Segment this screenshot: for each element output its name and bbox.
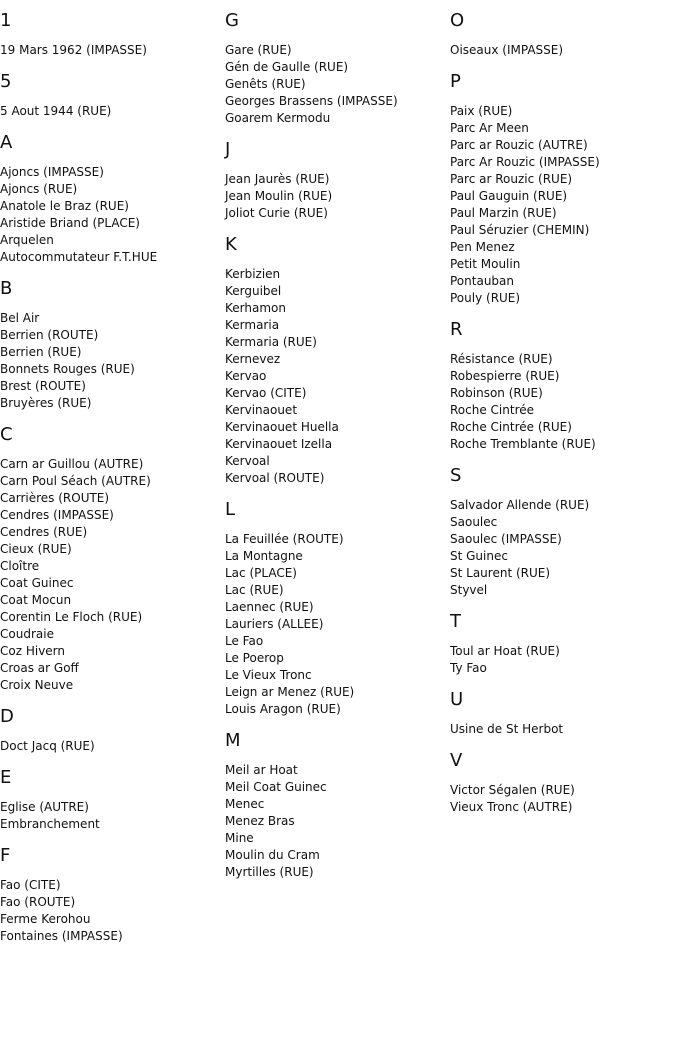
street-name: Fontaines (IMPASSE): [0, 929, 123, 943]
street-name: Robinson (RUE): [450, 386, 543, 400]
street-name: Saoulec: [450, 515, 498, 529]
street-name: Fao (ROUTE): [0, 895, 76, 909]
street-name: Robespierre (RUE): [450, 369, 560, 383]
street-name: Corentin Le Floch (RUE): [0, 610, 143, 624]
street-name: Joliot Curie (RUE): [225, 206, 328, 220]
street-name: Berrien (RUE): [0, 345, 82, 359]
street-list: [0, 42, 222, 59]
letter-group: [450, 71, 672, 307]
street-name: Kermaria: [225, 318, 280, 332]
group-letter-heading: K: [225, 234, 237, 255]
street-name: Gén de Gaulle (RUE): [225, 60, 349, 74]
street-index-column-3: [450, 10, 672, 828]
street-list: [0, 103, 222, 120]
street-name: Embranchement: [0, 817, 100, 831]
group-letter-heading: J: [225, 139, 231, 160]
group-letter-heading: O: [450, 10, 465, 31]
street-name: Coat Mocun: [0, 593, 72, 607]
street-name: La Feuillée (ROUTE): [225, 532, 344, 546]
street-name: Paul Séruzier (CHEMIN): [450, 223, 590, 237]
street-name: Carrières (ROUTE): [0, 491, 110, 505]
street-name: Anatole le Braz (RUE): [0, 199, 129, 213]
letter-group: [450, 750, 672, 816]
letter-group: [0, 278, 222, 412]
street-list: [225, 762, 447, 881]
letter-group: [0, 424, 222, 694]
street-index-column-1: [0, 10, 222, 957]
street-name: Menez Bras: [225, 814, 295, 828]
street-name: Cloître: [0, 559, 40, 573]
letter-group: [450, 465, 672, 599]
street-list: [225, 266, 447, 487]
street-list: [450, 103, 672, 307]
street-name: Croas ar Goff: [0, 661, 79, 675]
street-name: Coat Guinec: [0, 576, 74, 590]
street-name: Styvel: [450, 583, 488, 597]
street-name: Laennec (RUE): [225, 600, 314, 614]
street-name: Louis Aragon (RUE): [225, 702, 341, 716]
street-name: Eglise (AUTRE): [0, 800, 89, 814]
street-name: Meil Coat Guinec: [225, 780, 327, 794]
street-name: Parc Ar Rouzic (IMPASSE): [450, 155, 600, 169]
street-name: Ferme Kerohou: [0, 912, 91, 926]
street-list: [0, 738, 222, 755]
street-name: Leign ar Menez (RUE): [225, 685, 355, 699]
street-name: 5 Aout 1944 (RUE): [0, 104, 112, 118]
street-name: Genêts (RUE): [225, 77, 306, 91]
street-name: Usine de St Herbot: [450, 722, 564, 736]
street-name: La Montagne: [225, 549, 303, 563]
street-name: 19 Mars 1962 (IMPASSE): [0, 43, 147, 57]
street-name: Salvador Allende (RUE): [450, 498, 590, 512]
street-name: Cendres (RUE): [0, 525, 88, 539]
letter-group: [0, 767, 222, 833]
letter-group: [450, 10, 672, 59]
street-name: Arquelen: [0, 233, 54, 247]
group-letter-heading: V: [450, 750, 463, 771]
letter-group: [225, 139, 447, 222]
street-name: Pontauban: [450, 274, 514, 288]
street-name: Kervoal (ROUTE): [225, 471, 325, 485]
street-name: Paix (RUE): [450, 104, 513, 118]
letter-group: [0, 10, 222, 59]
street-list: [0, 799, 222, 833]
street-name: Ty Fao: [450, 661, 487, 675]
group-letter-heading: L: [225, 499, 236, 520]
street-list: [450, 497, 672, 599]
street-name: Pouly (RUE): [450, 291, 521, 305]
street-name: Georges Brassens (IMPASSE): [225, 94, 398, 108]
street-name: Roche Tremblante (RUE): [450, 437, 596, 451]
street-name: Autocommutateur F.T.HUE: [0, 250, 158, 264]
group-letter-heading: M: [225, 730, 241, 751]
street-name: Kervoal: [225, 454, 270, 468]
street-name: Coz Hivern: [0, 644, 66, 658]
street-name: Coudraie: [0, 627, 54, 641]
street-index-column-2: [225, 10, 447, 893]
street-name: Kervinaouet Huella: [225, 420, 339, 434]
street-name: Bruyères (RUE): [0, 396, 92, 410]
street-name: Goarem Kermodu: [225, 111, 331, 125]
street-name: Kerhamon: [225, 301, 286, 315]
street-name: Le Poerop: [225, 651, 284, 665]
street-name: Moulin du Cram: [225, 848, 320, 862]
street-name: Roche Cintrée (RUE): [450, 420, 572, 434]
letter-group: [0, 706, 222, 755]
street-name: Ajoncs (RUE): [0, 182, 78, 196]
street-name: Bel Air: [0, 311, 40, 325]
street-name: Bonnets Rouges (RUE): [0, 362, 135, 376]
street-name: Kerguibel: [225, 284, 282, 298]
street-name: St Laurent (RUE): [450, 566, 551, 580]
group-letter-heading: U: [450, 689, 464, 710]
street-name: Kervinaouet Izella: [225, 437, 333, 451]
street-name: Kernevez: [225, 352, 281, 366]
street-name: Meil ar Hoat: [225, 763, 298, 777]
street-list: [450, 721, 672, 738]
street-name: Le Vieux Tronc: [225, 668, 312, 682]
street-name: Kervao: [225, 369, 267, 383]
street-name: Le Fao: [225, 634, 264, 648]
group-letter-heading: G: [225, 10, 239, 31]
street-name: Myrtilles (RUE): [225, 865, 314, 879]
letter-group: [225, 499, 447, 718]
street-name: Toul ar Hoat (RUE): [450, 644, 560, 658]
group-letter-heading: D: [0, 706, 14, 727]
street-list: [0, 877, 222, 945]
street-name: Menec: [225, 797, 265, 811]
street-name: Kervao (CITE): [225, 386, 307, 400]
street-name: Ajoncs (IMPASSE): [0, 165, 104, 179]
street-name: Paul Marzin (RUE): [450, 206, 557, 220]
street-name: Kerbizien: [225, 267, 281, 281]
street-name: Kermaria (RUE): [225, 335, 317, 349]
street-name: Fao (CITE): [0, 878, 61, 892]
street-list: [450, 42, 672, 59]
street-list: [450, 782, 672, 816]
street-name: Saoulec (IMPASSE): [450, 532, 562, 546]
street-list: [225, 531, 447, 718]
street-name: Jean Moulin (RUE): [225, 189, 333, 203]
street-list: [450, 351, 672, 453]
street-name: Lac (PLACE): [225, 566, 297, 580]
street-name: Doct Jacq (RUE): [0, 739, 95, 753]
street-name: Parc ar Rouzic (AUTRE): [450, 138, 588, 152]
street-name: Jean Jaurès (RUE): [225, 172, 330, 186]
group-letter-heading: S: [450, 465, 462, 486]
street-name: Kervinaouet: [225, 403, 298, 417]
street-list: [0, 310, 222, 412]
group-letter-heading: R: [450, 319, 463, 340]
street-name: St Guinec: [450, 549, 508, 563]
street-name: Lac (RUE): [225, 583, 284, 597]
street-name: Berrien (ROUTE): [0, 328, 99, 342]
street-name: Vieux Tronc (AUTRE): [450, 800, 573, 814]
group-letter-heading: T: [450, 611, 461, 632]
street-name: Carn ar Guillou (AUTRE): [0, 457, 144, 471]
letter-group: [225, 730, 447, 881]
group-letter-heading: F: [0, 845, 11, 866]
street-name: Paul Gauguin (RUE): [450, 189, 568, 203]
street-name: Victor Ségalen (RUE): [450, 783, 575, 797]
letter-group: [450, 319, 672, 453]
group-letter-heading: 5: [0, 71, 12, 92]
street-name: Pen Menez: [450, 240, 515, 254]
street-name: Brest (ROUTE): [0, 379, 86, 393]
letter-group: [225, 10, 447, 127]
group-letter-heading: B: [0, 278, 13, 299]
street-name: Résistance (RUE): [450, 352, 553, 366]
letter-group: [0, 132, 222, 266]
group-letter-heading: E: [0, 767, 12, 788]
street-name: Oiseaux (IMPASSE): [450, 43, 564, 57]
letter-group: [0, 845, 222, 945]
street-list: [225, 171, 447, 222]
letter-group: [225, 234, 447, 487]
street-name: Parc ar Rouzic (RUE): [450, 172, 573, 186]
letter-group: [450, 689, 672, 738]
street-name: Gare (RUE): [225, 43, 292, 57]
group-letter-heading: P: [450, 71, 461, 92]
street-name: Carn Poul Séach (AUTRE): [0, 474, 151, 488]
street-name: Petit Moulin: [450, 257, 521, 271]
group-letter-heading: A: [0, 132, 13, 153]
street-list: [0, 456, 222, 694]
street-name: Lauriers (ALLEE): [225, 617, 324, 631]
street-name: Aristide Briand (PLACE): [0, 216, 140, 230]
street-name: Roche Cintrée: [450, 403, 534, 417]
street-name: Croix Neuve: [0, 678, 74, 692]
street-name: Cieux (RUE): [0, 542, 72, 556]
group-letter-heading: C: [0, 424, 13, 445]
street-name: Cendres (IMPASSE): [0, 508, 114, 522]
group-letter-heading: 1: [0, 10, 12, 31]
street-list: [225, 42, 447, 127]
letter-group: [0, 71, 222, 120]
street-name: Mine: [225, 831, 254, 845]
street-list: [0, 164, 222, 266]
street-list: [450, 643, 672, 677]
street-name: Parc Ar Meen: [450, 121, 529, 135]
letter-group: [450, 611, 672, 677]
